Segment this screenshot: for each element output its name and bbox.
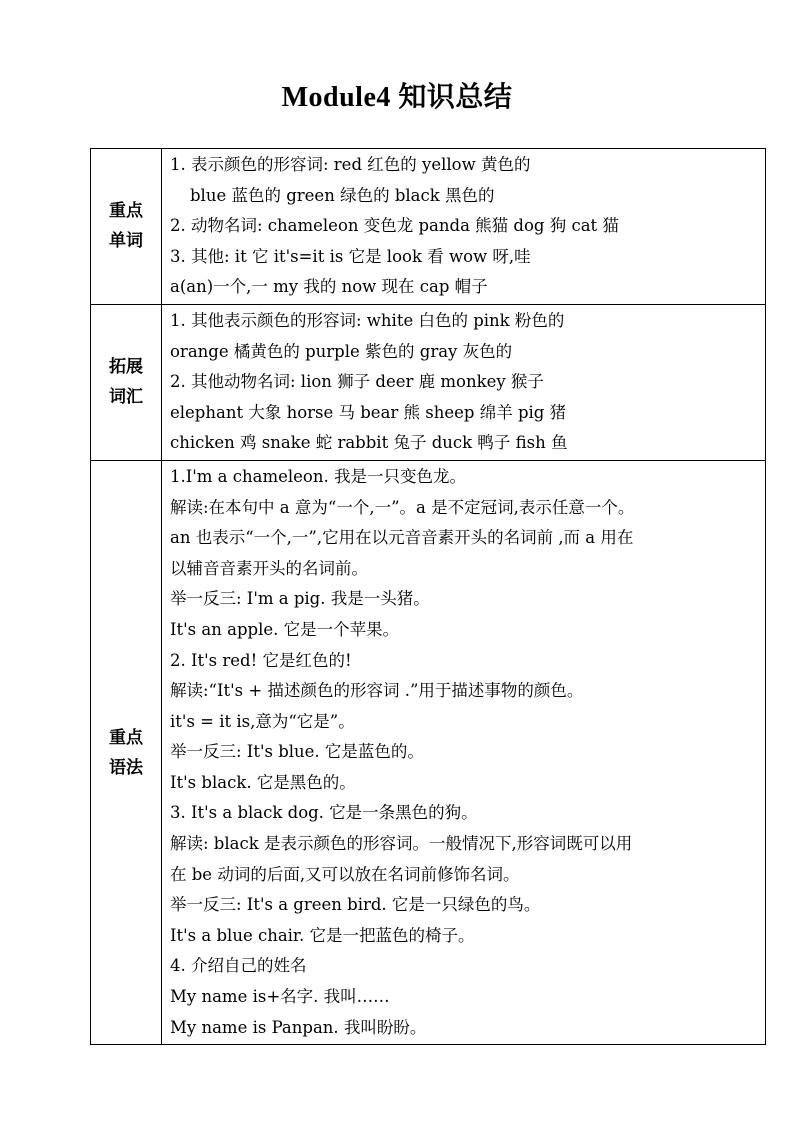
text-line: 举一反三: It's a green bird. 它是一只绿色的鸟。 [170,895,541,915]
text-line: 2. It's red! 它是红色的! [170,650,352,670]
text-line: 在 be 动词的后面,又可以放在名词前修饰名词。 [170,864,520,884]
text-line: chicken 鸡 snake 蛇 rabbit 兔子 duck 鸭子 fish 鱼 [170,433,568,453]
table-row [91,149,766,305]
text-line: 2. 其他动物名词: lion 狮子 deer 鹿 monkey 猴子 [170,372,544,392]
text-line: 举一反三: It's blue. 它是蓝色的。 [170,742,424,762]
text-line: blue 蓝色的 green 绿色的 black 黑色的 [190,185,495,205]
label-line: 拓展 [109,357,143,378]
text-line: It's black. 它是黑色的。 [170,772,356,792]
text-line: 1. 表示颜色的形容词: red 红色的 yellow 黄色的 [170,155,531,174]
text-line: 解读:“It's + 描述颜色的形容词 .”用于描述事物的颜色。 [170,681,584,701]
label-line: 词汇 [109,387,143,408]
text-line: 1.I'm a chameleon. 我是一只变色龙。 [170,466,466,486]
label-line: 语法 [109,757,143,778]
label-line: 重点 [109,201,143,222]
text-line: 1. 其他表示颜色的形容词: white 白色的 pink 粉色的 [170,310,565,330]
label-line: 单词 [109,231,143,252]
text-line: 4. 介绍自己的姓名 [170,956,307,976]
page-title: Module4 知识总结 [281,82,513,113]
text-line: My name is+名字. 我叫…… [170,987,390,1007]
text-line: 2. 动物名词: chameleon 变色龙 panda 熊猫 dog 狗 cat 猫 [170,216,619,236]
text-line: 举一反三: I'm a pig. 我是一头猪。 [170,589,430,609]
row-label-key-words [91,149,162,305]
text-line: an 也表示“一个,一”,它用在以元音音素开头的名词前 ,而 a 用在 [170,528,634,548]
table-row [91,304,766,460]
summary-table [90,148,766,1045]
row-label-key-grammar [91,460,162,1044]
text-line: 3. It's a black dog. 它是一条黑色的狗。 [170,803,478,823]
text-line: It's a blue chair. 它是一把蓝色的椅子。 [170,925,475,945]
text-line: 解读:在本句中 a 意为“一个,一”。a 是不定冠词,表示任意一个。 [170,497,635,517]
text-line: It's an apple. 它是一个苹果。 [170,619,400,639]
text-line: 3. 其他: it 它 it's=it is 它是 look 看 wow 呀,哇 [170,246,531,266]
row-content-key-words [162,149,766,305]
row-content-key-grammar [162,460,766,1044]
table-row [91,460,766,1044]
text-line: 解读: black 是表示颜色的形容词。一般情况下,形容词既可以用 [170,834,633,854]
text-line: 以辅音音素开头的名词前。 [170,558,368,578]
text-line: My name is Panpan. 我叫盼盼。 [170,1017,427,1037]
text-line: elephant 大象 horse 马 bear 熊 sheep 绵羊 pig 猪 [170,402,567,422]
text-line: orange 橘黄色的 purple 紫色的 gray 灰色的 [170,341,513,361]
row-content-extended-vocab [162,304,766,460]
label-line: 重点 [109,727,143,748]
text-line: it's = it is,意为“它是”。 [170,711,355,731]
text-line: a(an)一个,一 my 我的 now 现在 cap 帽子 [170,277,488,297]
row-label-extended-vocab [91,304,162,460]
